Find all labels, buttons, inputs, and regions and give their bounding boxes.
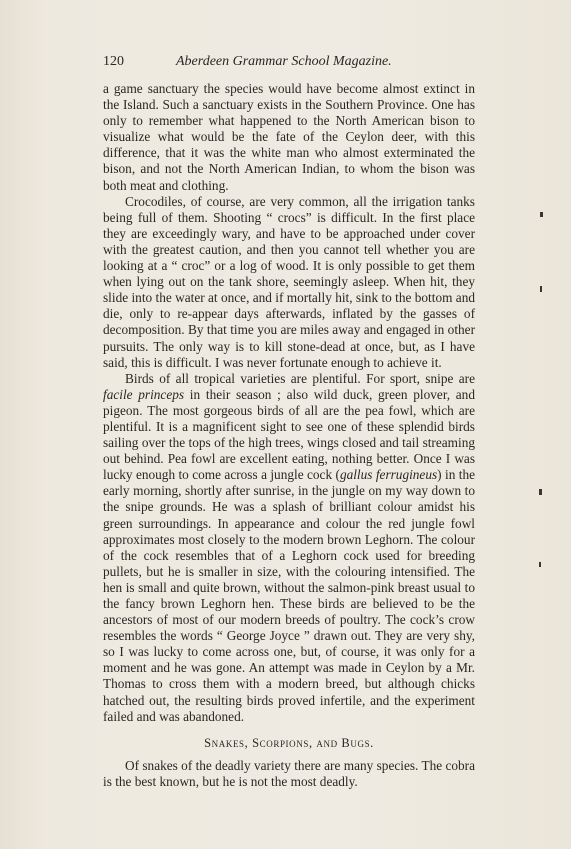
paragraph-deer-sanctuary: a game sanctuary the species would have become almost extinct in the Island. Such a sanctuary exists in the Southern Province. One has only to remember what happened to the North American bison to visualize what would be the fate of the Ceylon deer, with this difference, that it was the white man who almost exterminated the bison, and not the North American Indian, to whom the bison was both meat and clothing.: [103, 81, 475, 193]
paragraph-crocodiles: Crocodiles, of course, are very common, all the irrigation tanks being full of them. Shooting “ crocs” is difficult. In the first place they are exceedingly wary, and have to be approached under cover with the greatest caution, and then you cannot tell whether you are looking at a “ croc” or a log of wood. It is only possible to get them when lying out on the tank shore, seemingly asleep. When hit, they slide into the water at once, and if mortally hit, sink to the bottom and die, only to re-appear days afterwards, inflated by the gasses of decomposition. By that time you are miles away and engaged in other pursuits. The only way is to kill stone-dead at once, but, as I have said, this is difficult. I was never fortunate enough to achieve it.: [103, 193, 475, 370]
birds-text-1: Birds of all tropical varieties are plentiful. For sport, snipe are: [125, 370, 475, 386]
journal-title: Aberdeen Grammar School Magazine.: [176, 54, 392, 69]
section-heading: Snakes, Scorpions, and Bugs.: [204, 735, 374, 750]
paragraph-snakes: Of snakes of the deadly variety there are many species. The cobra is the best known, but he is not the most deadly.: [103, 757, 475, 789]
margin-mark: [539, 489, 542, 495]
margin-mark: [539, 562, 541, 567]
latin-phrase: facile princeps: [103, 386, 185, 402]
paragraph-birds: [103, 371, 475, 725]
birds-text-3: ) in the early morning, shortly after sunrise, in the jungle on my way down to the snipe grounds. He was a splash of brilliant colour amidst his green surroundings. In appearance and colour the red jungle fowl approximates most closely to the modern brown Leghorn. The colour of the cock resembles that of a Leghorn cock used for breeding pullets, but he is smaller in size, with the colouring intensified. The hen is small and quite brown, without the salmon-pink breast usual to the fancy brown Leghorn hen. These birds are believed to be the ancestors of most of our modern breeds of poultry. The cock’s crow resembles the words “ George Joyce ” drawn out. They are very shy, so I was lucky to come across one, but, of course, it was only for a moment and he was gone. An attempt was made in Ceylon by a Mr. Thomas to cross them with a modern breed, but although chicks hatched out, the resulting birds proved infertile, and the experiment failed and was abandoned.: [103, 467, 475, 724]
species-name: gallus ferrugineus: [339, 467, 438, 483]
margin-mark: [540, 212, 543, 217]
page-number: 120: [103, 54, 124, 69]
margin-mark: [540, 286, 542, 292]
article-body: [103, 81, 475, 790]
birds-text-2: in their season ; also wild duck, green plover, and pigeon. The most gorgeous birds of all are the pea fowl, which are plentiful. It is a magnificent sight to see one of these splendid birds sailing over the tops of the high trees, wings closed and tail streaming out behind. Pea fowl are excellent eating, nothing better. Once I was lucky enough to come across a jungle cock (: [103, 386, 475, 483]
